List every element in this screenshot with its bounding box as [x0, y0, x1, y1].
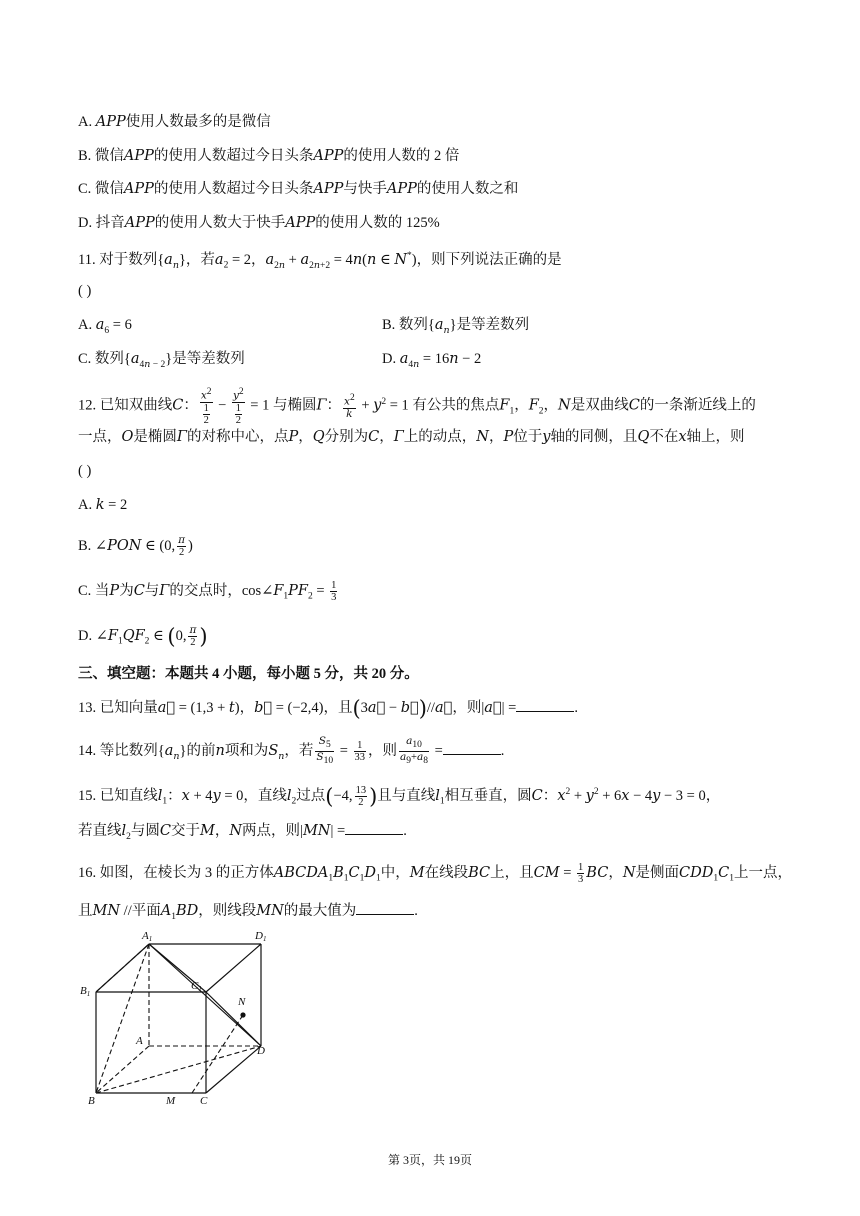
label-a1: A	[142, 930, 149, 942]
label-a: A	[136, 1035, 143, 1047]
page-footer: 第 3页，共 19页	[387, 1153, 472, 1167]
label-d1: D	[255, 930, 263, 942]
q10-option-c: C. 微信APP的使用人数超过今日头条APP与快手APP的使用人数之和	[78, 181, 519, 197]
label-c1: C	[191, 980, 199, 992]
label-b: B	[88, 1095, 95, 1105]
q11-option-c: C. 数列$\{a_{4n - 2}\}$是等差数列	[78, 351, 245, 370]
q10-option-b: B. 微信APP的使用人数超过今日头条APP的使用人数的 2 倍	[78, 148, 460, 164]
q10-option-a: A. APP使用人数最多的是微信	[78, 114, 271, 130]
q14-stem: 14. 等比数列$\{a_n\}$的前n项和为$S_n$，若 $\frac{S_5}{S_{10}}$ = $\frac{1}{33}$ ，则 $\frac{a_{10}}{a_9+a_8}$ = .	[78, 735, 505, 767]
q10-option-d: D. 抖音APP的使用人数大于快手APP的使用人数的 125%	[78, 215, 440, 231]
q12-option-c: C. 当P为C与Γ的交点时，$\cos\angle F_1PF_2$ = $\frac{1}{3}$	[78, 580, 337, 603]
q11-answer-paren: ( )	[78, 283, 92, 299]
q16-stem: 16. 如图，在棱长为 3 的正方体$ABCDA_1B_1C_1D_1$中，M在线段BC上，且CM = $\frac{1}{3}$ BC，N是侧面$CDD_1C_1$上一点，	[78, 862, 792, 885]
label-b1: B	[80, 985, 87, 997]
q15-stem-line2: 若直线$l_2$与圆C交于M，N两点，则|MN| = .	[78, 823, 407, 842]
q12-option-d: D. $\angle F_1QF_2$ ∈ (0, $\frac{\pi}{2}$ )	[78, 624, 208, 649]
q12-option-b: B. ∠PON ∈ (0, $\frac{\pi}{2}$ )	[78, 534, 193, 558]
svg-text:D1: D1	[255, 930, 267, 943]
label-m: M	[166, 1095, 176, 1105]
q11-stem: 11. 对于数列$\{a_n\}$，若$a_2 = 2$，$a_{2n} + a_{2n+2} = 4n(n$ ∈ N*)，则下列说法正确的是	[78, 251, 562, 271]
q12-answer-paren: ( )	[78, 463, 92, 479]
q13-stem: 13. 已知向量a⃗ = (1,3 + t)，b⃗ = (−2,4)，且(3a⃗ − b⃗)//a⃗，则|a⃗| = .	[78, 696, 578, 721]
cube-figure	[74, 923, 284, 1105]
q11-option-b: B. 数列$\{a_n\}$是等差数列	[382, 317, 530, 336]
q15-stem: 15. 已知直线$l_1$：x + 4y = 0，直线$l_2$过点(−4, $\frac{13}{2}$ )且与直线$l_1$相互垂直，圆C：$x^2 + y^2 + 6x - 4y - 3 = 0$，	[78, 784, 721, 809]
q12-option-a: A. k = 2	[78, 497, 128, 513]
q12-stem: 12. 已知双曲线C： $\frac{x^2}{\frac{1}{2}}$ − $\frac{y^2}{\frac{1}{2}}$ = 1 与椭圆Γ： $\frac{x^2}{k}$ + $y^2 = 1$ 有公共的焦点$F_1$，$F_2$，N是双曲线C的一条渐近线上的	[78, 387, 756, 426]
label-d: D	[257, 1045, 265, 1057]
label-c: C	[200, 1095, 208, 1105]
q11-option-a: A. $a_6 = 6$	[78, 317, 132, 336]
section-title: 三、填空题：本题共 4 小题，每小题 5 分，共 20 分。	[78, 666, 419, 682]
point-n	[240, 1012, 245, 1017]
q11-option-d: D. $a_{4n} = 16n - 2$	[382, 351, 482, 370]
svg-text:B1: B1	[80, 985, 91, 998]
q12-stem-line2: 一点，O是椭圆Γ的对称中心，点P，Q分别为C，Γ上的动点，N，P位于y轴的同侧，且Q不在x轴上，则	[78, 429, 745, 445]
label-n: N	[238, 996, 246, 1008]
q16-stem-line2: 且MN //平面$A_1BD$，则线段MN的最大值为 .	[78, 903, 418, 922]
svg-text:C1: C1	[191, 980, 202, 993]
svg-text:A1: A1	[142, 930, 153, 943]
